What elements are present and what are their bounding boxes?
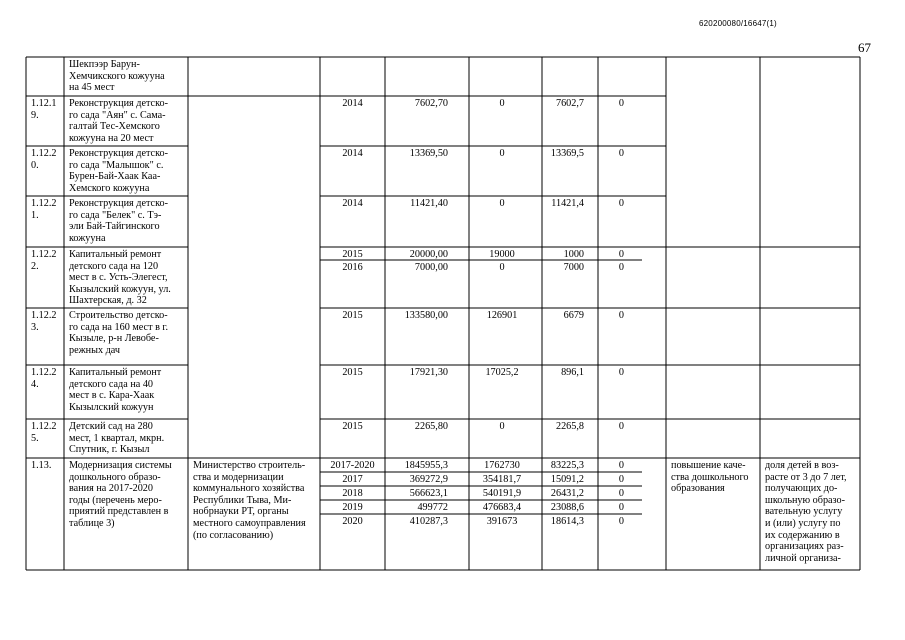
federal-budget-cell: 17025,2 <box>485 367 519 378</box>
row-name-line: галтай Тес-Хемского <box>69 121 160 133</box>
row-name-line: эли Бай-Тайгинского <box>69 221 160 233</box>
row-name-line: таблице 3) <box>69 518 115 529</box>
row-name-line: Шекпээр Барун- <box>69 59 140 70</box>
indicator-line: получающих до- <box>765 483 838 495</box>
result-line: образования <box>671 483 725 495</box>
republic-budget-cell: 13369,5 <box>550 148 584 159</box>
row-name-line: детского сада на 120 <box>69 260 159 272</box>
federal-budget-cell: 0 <box>499 262 505 273</box>
federal-budget-cell: 476683,4 <box>482 502 522 513</box>
row-number: 3. <box>31 321 39 333</box>
row-name-line: мест в с. Кара-Хаак <box>69 390 155 402</box>
federal-budget-cell: 354181,7 <box>482 474 522 485</box>
row-name-line: кожууна на 20 мест <box>69 132 154 144</box>
row-name-line: Хемчикского кожууна <box>69 70 165 82</box>
republic-budget-cell: 83225,3 <box>550 460 584 471</box>
executor-line: Республики Тыва, Ми- <box>193 494 292 506</box>
executor-line: ства и модернизации <box>193 471 284 483</box>
row-name-line: детского сада на 40 <box>69 378 154 390</box>
row-name-line: Реконструкция детско- <box>69 98 168 109</box>
row-number: 2. <box>31 260 39 272</box>
indicator-line: личной организа- <box>765 552 841 564</box>
indicator-line: доля детей в воз- <box>765 460 839 471</box>
row-name-line: Реконструкция детско- <box>69 198 168 209</box>
republic-budget-cell: 23088,6 <box>550 502 584 513</box>
federal-budget-cell: 0 <box>499 198 505 209</box>
total-cell: 133580,00 <box>404 310 448 321</box>
row-name-line: Спутник, г. Кызыл <box>69 444 150 456</box>
row-name-line: Капитальный ремонт <box>69 249 162 260</box>
row-number: 1.12.1 <box>31 98 57 109</box>
row-number: 1.12.2 <box>31 249 57 260</box>
year-cell: 2018 <box>342 488 363 499</box>
municipal-budget-cell: 0 <box>618 516 624 527</box>
republic-budget-cell: 7000 <box>563 262 584 273</box>
row-number: 1. <box>31 209 39 221</box>
row-name-line: Хемского кожууна <box>69 182 150 194</box>
row-number: 0. <box>31 159 39 171</box>
year-cell: 2020 <box>342 516 363 527</box>
row-name-line: Модернизация системы <box>69 460 172 471</box>
row-name-line: го сада на 160 мест в г. <box>69 321 169 333</box>
year-cell: 2014 <box>342 98 363 109</box>
indicator-line: вательную услугу <box>765 506 843 518</box>
federal-budget-cell: 0 <box>499 98 505 109</box>
municipal-budget-cell: 0 <box>618 502 624 513</box>
row-name-line: приятий представлен в <box>69 506 169 518</box>
total-cell: 17921,30 <box>409 367 448 378</box>
row-name-line: Строительство детско- <box>69 310 168 321</box>
page-number: 67 <box>858 40 871 55</box>
municipal-budget-cell: 0 <box>618 367 624 378</box>
total-cell: 566623,1 <box>409 488 448 499</box>
year-cell: 2015 <box>342 367 363 378</box>
municipal-budget-cell: 0 <box>618 262 624 273</box>
row-number: 5. <box>31 432 39 444</box>
total-cell: 410287,3 <box>409 516 448 527</box>
row-name-line: Кызылский кожуун <box>69 401 154 413</box>
year-cell: 2014 <box>342 148 363 159</box>
year-cell: 2017-2020 <box>330 460 375 471</box>
republic-budget-cell: 1000 <box>563 249 584 260</box>
year-cell: 2017 <box>342 474 363 485</box>
municipal-budget-cell: 0 <box>618 421 624 432</box>
indicator-line: организациях раз- <box>765 541 844 553</box>
row-name-line: годы (перечень меро- <box>69 494 162 506</box>
row-name-line: мест, 1 квартал, мкрн. <box>69 432 165 444</box>
row-name-line: го сада "Аян" с. Сама- <box>69 109 166 121</box>
total-cell: 13369,50 <box>409 148 448 159</box>
row-name-line: кожууна <box>69 232 106 244</box>
row-number: 9. <box>31 109 39 121</box>
year-cell: 2014 <box>342 198 363 209</box>
federal-budget-cell: 19000 <box>489 249 515 260</box>
row-name-line: Кызылский кожуун, ул. <box>69 283 171 295</box>
row-name-line: Реконструкция детско- <box>69 148 168 159</box>
republic-budget-cell: 7602,7 <box>555 98 584 109</box>
republic-budget-cell: 6679 <box>563 310 584 321</box>
row-name-line: Кызыле, р-н Левобе- <box>69 333 159 345</box>
row-number: 1.12.2 <box>31 310 57 321</box>
municipal-budget-cell: 0 <box>618 98 624 109</box>
row-name-line: го сада "Малышок" с. <box>69 159 164 171</box>
row-name-line: го сада "Белек" с. Тэ- <box>69 209 162 221</box>
republic-budget-cell: 2265,8 <box>555 421 584 432</box>
row-number: 4. <box>31 378 39 390</box>
row-name-line: Капитальный ремонт <box>69 367 162 378</box>
municipal-budget-cell: 0 <box>618 249 624 260</box>
total-cell: 369272,9 <box>409 474 448 485</box>
federal-budget-cell: 126901 <box>486 310 518 321</box>
federal-budget-cell: 1762730 <box>484 460 520 471</box>
total-cell: 20000,00 <box>409 249 448 260</box>
executor-line: Министерство строитель- <box>193 460 306 471</box>
result-line: ства дошкольного <box>671 471 749 483</box>
row-name-line: Шахтерская, д. 32 <box>69 295 147 307</box>
indicator-line: расте от 3 до 7 лет, <box>765 471 847 483</box>
municipal-budget-cell: 0 <box>618 474 624 485</box>
year-cell: 2015 <box>342 310 363 321</box>
federal-budget-cell: 0 <box>499 148 505 159</box>
row-number: 1.13. <box>31 460 52 471</box>
year-cell: 2015 <box>342 249 363 260</box>
row-number: 1.12.2 <box>31 198 57 209</box>
year-cell: 2016 <box>342 262 363 273</box>
municipal-budget-cell: 0 <box>618 310 624 321</box>
indicator-line: и (или) услугу по <box>765 518 841 529</box>
total-cell: 7000,00 <box>414 262 448 273</box>
municipal-budget-cell: 0 <box>618 198 624 209</box>
year-cell: 2015 <box>342 421 363 432</box>
republic-budget-cell: 15091,2 <box>550 474 584 485</box>
executor-line: (по согласованию) <box>193 529 274 541</box>
row-name-line: мест в с. Усть-Элегест, <box>69 272 168 284</box>
result-line: повышение каче- <box>671 460 746 471</box>
document-id: 620200080/16647(1) <box>699 19 777 28</box>
row-name-line: Детский сад на 280 <box>69 421 153 432</box>
row-name-line: на 45 мест <box>69 82 115 94</box>
indicator-line: школьную образо- <box>765 494 846 506</box>
indicator-line: их содержанию в <box>765 529 840 541</box>
federal-budget-cell: 540191,9 <box>482 488 522 499</box>
executor-line: коммунального хозяйства <box>193 483 305 495</box>
total-cell: 1845955,3 <box>404 460 448 471</box>
row-name-line: режных дач <box>69 344 121 356</box>
row-number: 1.12.2 <box>31 421 57 432</box>
row-name-line: дошкольного образо- <box>69 471 161 483</box>
municipal-budget-cell: 0 <box>618 148 624 159</box>
year-cell: 2019 <box>342 502 363 513</box>
executor-line: местного самоуправления <box>193 518 306 529</box>
municipal-budget-cell: 0 <box>618 460 624 471</box>
federal-budget-cell: 391673 <box>486 516 518 527</box>
total-cell: 7602,70 <box>414 98 448 109</box>
republic-budget-cell: 896,1 <box>561 367 584 378</box>
municipal-budget-cell: 0 <box>618 488 624 499</box>
total-cell: 11421,40 <box>410 198 448 209</box>
total-cell: 2265,80 <box>414 421 448 432</box>
federal-budget-cell: 0 <box>499 421 505 432</box>
executor-line: нобрнауки РТ, органы <box>193 506 289 518</box>
republic-budget-cell: 11421,4 <box>551 198 584 209</box>
republic-budget-cell: 18614,3 <box>550 516 584 527</box>
row-number: 1.12.2 <box>31 367 57 378</box>
row-number: 1.12.2 <box>31 148 57 159</box>
row-name-line: вания на 2017-2020 <box>69 483 153 495</box>
total-cell: 499772 <box>417 502 448 513</box>
republic-budget-cell: 26431,2 <box>550 488 584 499</box>
row-name-line: Бурен-Бай-Хаак Каа- <box>69 171 161 183</box>
